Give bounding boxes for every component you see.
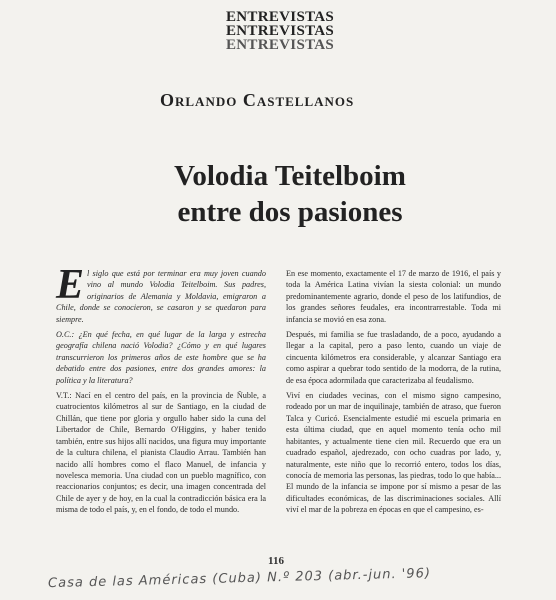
- body-paragraph: En ese momento, exactamente el 17 de marzo de 1916, el país y toda la América Latina vivían la siesta colonial: un mundo predominantemente agrario, donde el peso de los latifundios, de los grandes señores feudales, era incontrarrestable. Toda mi infancia se movió en esa zona.: [286, 269, 501, 324]
- body-paragraph: Viví en ciudades vecinas, con el mismo signo campesino, rodeado por un mar de inquilinaje, también de atraso, que fueron Talca y Curicó. Esencialmente estudié mi escuela primaria en esta última ciudad, que en aquel momento tenía ocho mil habitantes, y actualmente tiene cien mil. Recuerdo que era un cuadrado español, ajedrezado, con ocho cuadras por lado, y, naturalmente, este niño que lo recorrió entero, todos los días, conocía de memoria las personas, las piedras, todo lo que había... El mundo de la infancia se impone por sí mismo a pesar de las dificultades económicas, de las discriminaciones sociales. Allí viví el mar de la pobreza en épocas en que el campesino, es-: [286, 391, 501, 515]
- masthead-line: ENTREVISTAS: [226, 37, 335, 53]
- handwritten-note: Casa de las Américas (Cuba) N.º 203 (abr.-jun. '96): [47, 566, 432, 592]
- masthead-line: ENTREVISTAS: [226, 9, 335, 25]
- article-title: [120, 158, 460, 230]
- left-column: [56, 262, 266, 520]
- title-line: entre dos pasiones: [177, 196, 403, 228]
- body-paragraph: Después, mi familia se fue trasladando, de a poco, ayudando a llegar a la capital, pero a paso lento, cuando un viaje de cincuenta kilómetros era considerable, y alcanzar Santiago era como aspirar a quebrar todo sentido de la modorra, de la rutina, de esa época adormilada que caracterizaba al feudalismo.: [286, 330, 501, 385]
- drop-cap: E: [56, 262, 85, 308]
- title-line: Volodia Teitelboim: [174, 160, 406, 192]
- intro-paragraph: [56, 262, 266, 325]
- section-masthead: [226, 10, 376, 52]
- page-number: 116: [268, 555, 284, 567]
- interview-answer: V.T.: Nací en el centro del país, en la provincia de Ñuble, a cuatrocientos kilómetros al sur de Santiago, en la ciudad de Chillán, que tiene por gloria y orgullo haber sido la cuna del Libertador de Chile, Bernardo O'Higgins, y haber tenido también, entre sus hijos allí nacidos, una figura muy importante de la cultura chilena, el pianista Claudio Arrau. También han nacido allí hombres como el flaco Manuel, de infancia y novelesca memoria. Una ciudad con un pueblo magnífico, con reaccionarios conjuntos; es decir, una imagen concentrada del Chile de ayer y de hoy, en la cual la contradicción básica era la misma de todo el país, y, en el fondo, de todo el mundo.: [56, 391, 266, 515]
- intro-text: l siglo que está por terminar era muy joven cuando vino al mundo Volodia Teitelboim. Sus padres, originarios de Alemania y Moldavia, emigraron a Chile, donde se conocieron, se casaron y se quedaron para siempre.: [56, 269, 266, 324]
- masthead-line: ENTREVISTAS: [226, 23, 335, 39]
- author-name: Orlando Castellanos: [160, 90, 355, 110]
- right-column: [286, 268, 501, 520]
- interview-question: O.C.: ¿En qué fecha, en qué lugar de la larga y estrecha geografía chilena nació Volodia? ¿Cómo y en qué lugares transcurrieron los primeros años de este hombre que se ha debatido entre dos pasiones, entre dos grandes amores: la política y la literatura?: [56, 330, 266, 385]
